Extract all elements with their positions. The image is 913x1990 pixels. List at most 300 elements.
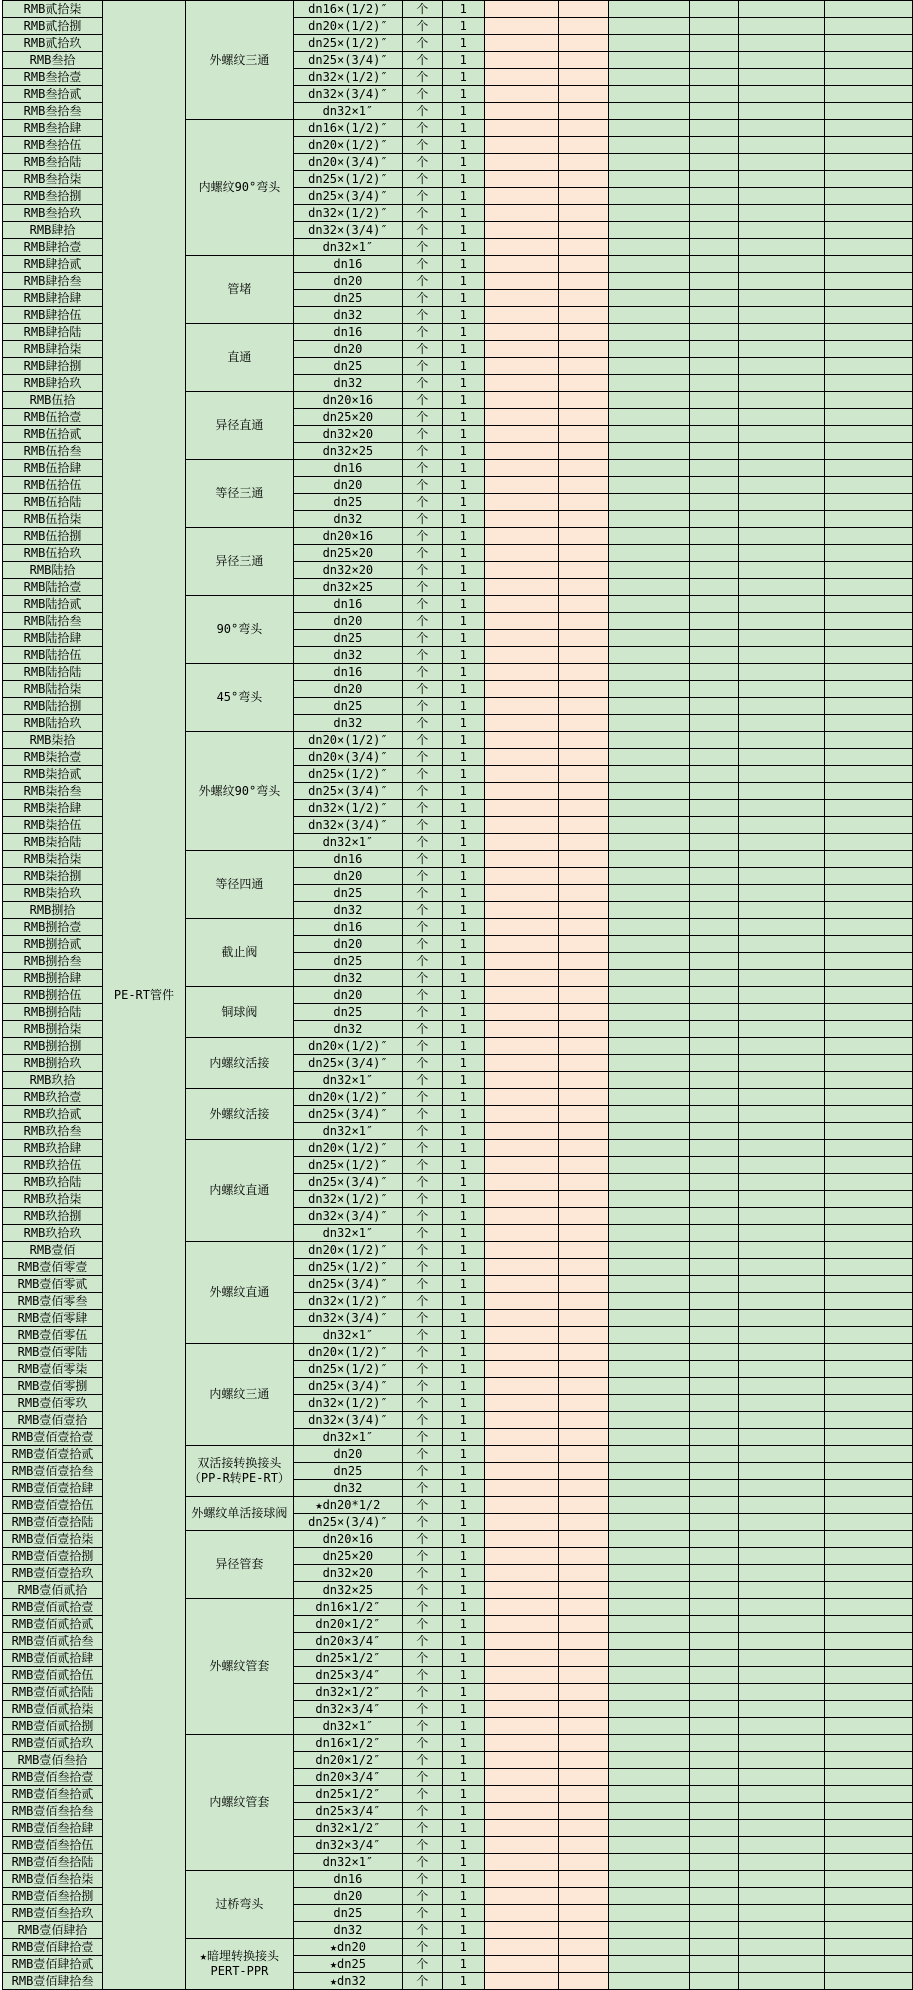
empty-green-cell[interactable] (739, 307, 825, 324)
empty-green-cell[interactable] (739, 52, 825, 69)
size-cell[interactable]: dn25×20 (293, 545, 402, 562)
empty-green-cell[interactable] (739, 1191, 825, 1208)
empty-green-cell[interactable] (609, 1157, 690, 1174)
empty-peach-cell[interactable] (558, 1, 609, 18)
empty-green-cell[interactable] (739, 1616, 825, 1633)
empty-green-cell[interactable] (739, 664, 825, 681)
empty-peach-cell[interactable] (484, 902, 558, 919)
size-cell[interactable]: dn32 (293, 511, 402, 528)
empty-green-cell[interactable] (825, 783, 913, 800)
empty-peach-cell[interactable] (484, 1208, 558, 1225)
empty-peach-cell[interactable] (558, 1803, 609, 1820)
empty-green-cell[interactable] (825, 1021, 913, 1038)
empty-peach-cell[interactable] (484, 1055, 558, 1072)
empty-peach-cell[interactable] (484, 1939, 558, 1956)
empty-green-cell[interactable] (825, 1633, 913, 1650)
empty-green-cell[interactable] (825, 86, 913, 103)
size-cell[interactable]: dn32×20 (293, 562, 402, 579)
empty-green-cell[interactable] (825, 35, 913, 52)
empty-green-cell[interactable] (739, 1174, 825, 1191)
unit-cell[interactable]: 个 (402, 698, 442, 715)
empty-peach-cell[interactable] (558, 273, 609, 290)
empty-green-cell[interactable] (690, 239, 739, 256)
qty-cell[interactable]: 1 (442, 545, 484, 562)
size-cell[interactable]: dn20×(3/4)″ (293, 749, 402, 766)
unit-cell[interactable]: 个 (402, 1361, 442, 1378)
empty-peach-cell[interactable] (484, 1735, 558, 1752)
rmb-label-cell[interactable]: RMB壹佰壹拾肆 (3, 1480, 103, 1497)
rmb-label-cell[interactable]: RMB叁拾伍 (3, 137, 103, 154)
empty-peach-cell[interactable] (484, 1514, 558, 1531)
unit-cell[interactable]: 个 (402, 1276, 442, 1293)
rmb-label-cell[interactable]: RMB玖拾壹 (3, 1089, 103, 1106)
empty-peach-cell[interactable] (558, 1854, 609, 1871)
empty-green-cell[interactable] (609, 171, 690, 188)
qty-cell[interactable]: 1 (442, 1531, 484, 1548)
empty-green-cell[interactable] (609, 1242, 690, 1259)
empty-green-cell[interactable] (739, 562, 825, 579)
size-cell[interactable]: dn16 (293, 919, 402, 936)
empty-green-cell[interactable] (609, 1446, 690, 1463)
empty-green-cell[interactable] (609, 1293, 690, 1310)
empty-green-cell[interactable] (739, 1735, 825, 1752)
empty-peach-cell[interactable] (558, 1531, 609, 1548)
qty-cell[interactable]: 1 (442, 375, 484, 392)
empty-green-cell[interactable] (609, 1, 690, 18)
category-cell[interactable]: 等径三通 (185, 460, 293, 528)
empty-green-cell[interactable] (739, 817, 825, 834)
qty-cell[interactable]: 1 (442, 1004, 484, 1021)
empty-peach-cell[interactable] (558, 375, 609, 392)
empty-green-cell[interactable] (739, 154, 825, 171)
category-cell[interactable]: 内螺纹直通 (185, 1140, 293, 1242)
category-cell[interactable]: 外螺纹三通 (185, 1, 293, 120)
empty-peach-cell[interactable] (484, 1701, 558, 1718)
unit-cell[interactable]: 个 (402, 1, 442, 18)
unit-cell[interactable]: 个 (402, 681, 442, 698)
empty-green-cell[interactable] (690, 545, 739, 562)
empty-peach-cell[interactable] (484, 749, 558, 766)
empty-peach-cell[interactable] (484, 1021, 558, 1038)
unit-cell[interactable]: 个 (402, 902, 442, 919)
size-cell[interactable]: ★dn32 (293, 1973, 402, 1990)
size-cell[interactable]: dn32×1/2″ (293, 1820, 402, 1837)
empty-peach-cell[interactable] (558, 817, 609, 834)
empty-green-cell[interactable] (690, 511, 739, 528)
empty-green-cell[interactable] (739, 1225, 825, 1242)
unit-cell[interactable]: 个 (402, 715, 442, 732)
empty-green-cell[interactable] (690, 120, 739, 137)
size-cell[interactable]: dn32×1/2″ (293, 1684, 402, 1701)
rmb-label-cell[interactable]: RMB壹佰叁拾肆 (3, 1820, 103, 1837)
empty-green-cell[interactable] (690, 1973, 739, 1990)
unit-cell[interactable]: 个 (402, 35, 442, 52)
empty-peach-cell[interactable] (558, 1344, 609, 1361)
empty-green-cell[interactable] (825, 1939, 913, 1956)
empty-green-cell[interactable] (739, 1871, 825, 1888)
qty-cell[interactable]: 1 (442, 1701, 484, 1718)
empty-green-cell[interactable] (825, 1106, 913, 1123)
size-cell[interactable]: dn16 (293, 1871, 402, 1888)
empty-green-cell[interactable] (690, 732, 739, 749)
empty-green-cell[interactable] (609, 1633, 690, 1650)
empty-peach-cell[interactable] (558, 1752, 609, 1769)
empty-green-cell[interactable] (739, 1072, 825, 1089)
empty-green-cell[interactable] (739, 239, 825, 256)
rmb-label-cell[interactable]: RMB玖拾贰 (3, 1106, 103, 1123)
unit-cell[interactable]: 个 (402, 1293, 442, 1310)
rmb-label-cell[interactable]: RMB陆拾玖 (3, 715, 103, 732)
empty-green-cell[interactable] (609, 1429, 690, 1446)
empty-green-cell[interactable] (739, 222, 825, 239)
empty-green-cell[interactable] (609, 1174, 690, 1191)
empty-green-cell[interactable] (609, 307, 690, 324)
empty-green-cell[interactable] (825, 1871, 913, 1888)
unit-cell[interactable]: 个 (402, 1667, 442, 1684)
empty-green-cell[interactable] (739, 749, 825, 766)
empty-green-cell[interactable] (825, 239, 913, 256)
rmb-label-cell[interactable]: RMB玖拾柒 (3, 1191, 103, 1208)
rmb-label-cell[interactable]: RMB柒拾叁 (3, 783, 103, 800)
size-cell[interactable]: dn32×(3/4)″ (293, 1208, 402, 1225)
rmb-label-cell[interactable]: RMB壹佰壹拾玖 (3, 1565, 103, 1582)
unit-cell[interactable]: 个 (402, 1735, 442, 1752)
empty-peach-cell[interactable] (484, 1684, 558, 1701)
rmb-label-cell[interactable]: RMB捌拾叁 (3, 953, 103, 970)
empty-green-cell[interactable] (739, 1021, 825, 1038)
empty-peach-cell[interactable] (484, 171, 558, 188)
empty-green-cell[interactable] (825, 953, 913, 970)
size-cell[interactable]: dn25×(1/2)″ (293, 1361, 402, 1378)
empty-green-cell[interactable] (609, 1599, 690, 1616)
empty-green-cell[interactable] (825, 1293, 913, 1310)
size-cell[interactable]: dn32 (293, 1922, 402, 1939)
empty-peach-cell[interactable] (558, 1293, 609, 1310)
empty-green-cell[interactable] (825, 307, 913, 324)
unit-cell[interactable]: 个 (402, 936, 442, 953)
empty-green-cell[interactable] (739, 1497, 825, 1514)
empty-green-cell[interactable] (825, 1361, 913, 1378)
empty-green-cell[interactable] (739, 1599, 825, 1616)
empty-peach-cell[interactable] (484, 409, 558, 426)
empty-peach-cell[interactable] (484, 970, 558, 987)
empty-green-cell[interactable] (690, 1633, 739, 1650)
empty-green-cell[interactable] (690, 1718, 739, 1735)
empty-green-cell[interactable] (825, 1157, 913, 1174)
size-cell[interactable]: dn20 (293, 936, 402, 953)
unit-cell[interactable]: 个 (402, 52, 442, 69)
qty-cell[interactable]: 1 (442, 596, 484, 613)
empty-peach-cell[interactable] (484, 273, 558, 290)
qty-cell[interactable]: 1 (442, 1293, 484, 1310)
empty-green-cell[interactable] (690, 1514, 739, 1531)
rmb-label-cell[interactable]: RMB伍拾陆 (3, 494, 103, 511)
empty-green-cell[interactable] (825, 1514, 913, 1531)
empty-peach-cell[interactable] (484, 1905, 558, 1922)
empty-green-cell[interactable] (739, 800, 825, 817)
empty-green-cell[interactable] (825, 1769, 913, 1786)
empty-green-cell[interactable] (609, 902, 690, 919)
empty-green-cell[interactable] (739, 1463, 825, 1480)
empty-green-cell[interactable] (609, 1786, 690, 1803)
size-cell[interactable]: dn16 (293, 460, 402, 477)
qty-cell[interactable]: 1 (442, 1769, 484, 1786)
rmb-label-cell[interactable]: RMB肆拾陆 (3, 324, 103, 341)
qty-cell[interactable]: 1 (442, 1633, 484, 1650)
empty-green-cell[interactable] (690, 749, 739, 766)
qty-cell[interactable]: 1 (442, 1820, 484, 1837)
empty-peach-cell[interactable] (484, 1786, 558, 1803)
empty-green-cell[interactable] (609, 596, 690, 613)
empty-green-cell[interactable] (609, 783, 690, 800)
qty-cell[interactable]: 1 (442, 1157, 484, 1174)
empty-green-cell[interactable] (825, 630, 913, 647)
unit-cell[interactable]: 个 (402, 222, 442, 239)
empty-green-cell[interactable] (609, 987, 690, 1004)
empty-green-cell[interactable] (825, 1429, 913, 1446)
rmb-label-cell[interactable]: RMB陆拾叁 (3, 613, 103, 630)
empty-peach-cell[interactable] (558, 324, 609, 341)
empty-peach-cell[interactable] (558, 222, 609, 239)
empty-green-cell[interactable] (690, 1055, 739, 1072)
empty-green-cell[interactable] (690, 375, 739, 392)
empty-peach-cell[interactable] (558, 1140, 609, 1157)
qty-cell[interactable]: 1 (442, 1565, 484, 1582)
empty-peach-cell[interactable] (558, 1242, 609, 1259)
qty-cell[interactable]: 1 (442, 256, 484, 273)
size-cell[interactable]: dn20×16 (293, 528, 402, 545)
empty-peach-cell[interactable] (484, 1089, 558, 1106)
rmb-label-cell[interactable]: RMB壹佰叁拾伍 (3, 1837, 103, 1854)
size-cell[interactable]: dn32×(3/4)″ (293, 1310, 402, 1327)
size-cell[interactable]: dn16 (293, 256, 402, 273)
empty-peach-cell[interactable] (558, 460, 609, 477)
group-label-cell[interactable]: PE-RT管件 (102, 1, 185, 1990)
empty-peach-cell[interactable] (484, 1395, 558, 1412)
empty-peach-cell[interactable] (558, 1191, 609, 1208)
empty-green-cell[interactable] (690, 1293, 739, 1310)
empty-green-cell[interactable] (690, 1803, 739, 1820)
empty-green-cell[interactable] (609, 69, 690, 86)
empty-peach-cell[interactable] (558, 1735, 609, 1752)
unit-cell[interactable]: 个 (402, 511, 442, 528)
size-cell[interactable]: dn32 (293, 970, 402, 987)
rmb-label-cell[interactable]: RMB叁拾壹 (3, 69, 103, 86)
empty-green-cell[interactable] (739, 1293, 825, 1310)
unit-cell[interactable]: 个 (402, 1412, 442, 1429)
empty-peach-cell[interactable] (558, 1548, 609, 1565)
empty-peach-cell[interactable] (484, 953, 558, 970)
size-cell[interactable]: dn25 (293, 953, 402, 970)
empty-peach-cell[interactable] (558, 579, 609, 596)
size-cell[interactable]: dn25×(3/4)″ (293, 188, 402, 205)
empty-green-cell[interactable] (609, 1922, 690, 1939)
empty-green-cell[interactable] (825, 613, 913, 630)
qty-cell[interactable]: 1 (442, 460, 484, 477)
qty-cell[interactable]: 1 (442, 783, 484, 800)
empty-green-cell[interactable] (739, 1548, 825, 1565)
empty-peach-cell[interactable] (484, 1106, 558, 1123)
empty-green-cell[interactable] (825, 460, 913, 477)
empty-peach-cell[interactable] (484, 1667, 558, 1684)
empty-peach-cell[interactable] (558, 1599, 609, 1616)
empty-green-cell[interactable] (739, 511, 825, 528)
empty-peach-cell[interactable] (558, 1446, 609, 1463)
size-cell[interactable]: dn20×16 (293, 392, 402, 409)
unit-cell[interactable]: 个 (402, 477, 442, 494)
category-cell[interactable]: 内螺纹90°弯头 (185, 120, 293, 256)
empty-green-cell[interactable] (609, 1735, 690, 1752)
rmb-label-cell[interactable]: RMB壹佰壹拾贰 (3, 1446, 103, 1463)
rmb-label-cell[interactable]: RMB叁拾叁 (3, 103, 103, 120)
rmb-label-cell[interactable]: RMB伍拾柒 (3, 511, 103, 528)
empty-green-cell[interactable] (690, 970, 739, 987)
empty-peach-cell[interactable] (484, 987, 558, 1004)
empty-peach-cell[interactable] (558, 1701, 609, 1718)
qty-cell[interactable]: 1 (442, 1837, 484, 1854)
unit-cell[interactable]: 个 (402, 1531, 442, 1548)
empty-peach-cell[interactable] (558, 477, 609, 494)
empty-green-cell[interactable] (609, 375, 690, 392)
empty-peach-cell[interactable] (558, 1905, 609, 1922)
empty-peach-cell[interactable] (558, 290, 609, 307)
empty-green-cell[interactable] (690, 1752, 739, 1769)
size-cell[interactable]: dn20×(3/4)″ (293, 154, 402, 171)
empty-green-cell[interactable] (690, 1, 739, 18)
rmb-label-cell[interactable]: RMB壹佰壹拾伍 (3, 1497, 103, 1514)
rmb-label-cell[interactable]: RMB捌拾玖 (3, 1055, 103, 1072)
empty-peach-cell[interactable] (558, 953, 609, 970)
empty-green-cell[interactable] (690, 290, 739, 307)
empty-peach-cell[interactable] (558, 1038, 609, 1055)
empty-green-cell[interactable] (825, 817, 913, 834)
size-cell[interactable]: dn25 (293, 358, 402, 375)
empty-peach-cell[interactable] (484, 1633, 558, 1650)
size-cell[interactable]: dn20 (293, 1446, 402, 1463)
empty-peach-cell[interactable] (484, 188, 558, 205)
category-cell[interactable]: 异径管套 (185, 1531, 293, 1599)
rmb-label-cell[interactable]: RMB壹佰贰拾叁 (3, 1633, 103, 1650)
empty-green-cell[interactable] (739, 1378, 825, 1395)
qty-cell[interactable]: 1 (442, 528, 484, 545)
empty-peach-cell[interactable] (558, 1633, 609, 1650)
qty-cell[interactable]: 1 (442, 1174, 484, 1191)
empty-peach-cell[interactable] (558, 188, 609, 205)
rmb-label-cell[interactable]: RMB捌拾陆 (3, 1004, 103, 1021)
unit-cell[interactable]: 个 (402, 1565, 442, 1582)
rmb-label-cell[interactable]: RMB叁拾 (3, 52, 103, 69)
empty-green-cell[interactable] (739, 1565, 825, 1582)
empty-green-cell[interactable] (690, 1786, 739, 1803)
empty-peach-cell[interactable] (484, 1973, 558, 1990)
empty-peach-cell[interactable] (558, 1514, 609, 1531)
empty-peach-cell[interactable] (558, 715, 609, 732)
unit-cell[interactable]: 个 (402, 1310, 442, 1327)
empty-green-cell[interactable] (825, 1922, 913, 1939)
qty-cell[interactable]: 1 (442, 1922, 484, 1939)
empty-peach-cell[interactable] (558, 1395, 609, 1412)
empty-green-cell[interactable] (739, 885, 825, 902)
empty-green-cell[interactable] (690, 1361, 739, 1378)
empty-green-cell[interactable] (609, 205, 690, 222)
size-cell[interactable]: dn32×20 (293, 1565, 402, 1582)
empty-peach-cell[interactable] (484, 324, 558, 341)
empty-green-cell[interactable] (690, 1888, 739, 1905)
unit-cell[interactable]: 个 (402, 1446, 442, 1463)
empty-green-cell[interactable] (690, 1956, 739, 1973)
qty-cell[interactable]: 1 (442, 817, 484, 834)
category-cell[interactable]: 截止阀 (185, 919, 293, 987)
rmb-label-cell[interactable]: RMB壹佰贰拾壹 (3, 1599, 103, 1616)
empty-peach-cell[interactable] (484, 1718, 558, 1735)
size-cell[interactable]: dn25×(1/2)″ (293, 1259, 402, 1276)
empty-green-cell[interactable] (825, 1650, 913, 1667)
empty-green-cell[interactable] (609, 477, 690, 494)
empty-green-cell[interactable] (739, 341, 825, 358)
qty-cell[interactable]: 1 (442, 1735, 484, 1752)
qty-cell[interactable]: 1 (442, 1310, 484, 1327)
rmb-label-cell[interactable]: RMB伍拾壹 (3, 409, 103, 426)
empty-peach-cell[interactable] (484, 1140, 558, 1157)
unit-cell[interactable]: 个 (402, 562, 442, 579)
empty-peach-cell[interactable] (558, 1208, 609, 1225)
rmb-label-cell[interactable]: RMB叁拾玖 (3, 205, 103, 222)
size-cell[interactable]: dn20×1/2″ (293, 1752, 402, 1769)
empty-peach-cell[interactable] (484, 1548, 558, 1565)
empty-green-cell[interactable] (690, 1480, 739, 1497)
empty-peach-cell[interactable] (484, 1191, 558, 1208)
size-cell[interactable]: dn16 (293, 851, 402, 868)
qty-cell[interactable]: 1 (442, 1497, 484, 1514)
size-cell[interactable]: dn16 (293, 324, 402, 341)
unit-cell[interactable]: 个 (402, 1616, 442, 1633)
empty-peach-cell[interactable] (484, 35, 558, 52)
empty-green-cell[interactable] (739, 137, 825, 154)
unit-cell[interactable]: 个 (402, 324, 442, 341)
empty-green-cell[interactable] (609, 545, 690, 562)
empty-peach-cell[interactable] (558, 1956, 609, 1973)
empty-green-cell[interactable] (609, 885, 690, 902)
empty-green-cell[interactable] (690, 1854, 739, 1871)
unit-cell[interactable]: 个 (402, 69, 442, 86)
empty-green-cell[interactable] (825, 1973, 913, 1990)
size-cell[interactable]: dn32×(3/4)″ (293, 222, 402, 239)
empty-green-cell[interactable] (609, 1106, 690, 1123)
size-cell[interactable]: dn20×3/4″ (293, 1769, 402, 1786)
empty-green-cell[interactable] (690, 1310, 739, 1327)
size-cell[interactable]: dn20×(1/2)″ (293, 1344, 402, 1361)
unit-cell[interactable]: 个 (402, 1939, 442, 1956)
empty-green-cell[interactable] (739, 1854, 825, 1871)
size-cell[interactable]: dn32×(3/4)″ (293, 86, 402, 103)
qty-cell[interactable]: 1 (442, 562, 484, 579)
empty-peach-cell[interactable] (484, 120, 558, 137)
size-cell[interactable]: ★dn20 (293, 1939, 402, 1956)
unit-cell[interactable]: 个 (402, 1089, 442, 1106)
rmb-label-cell[interactable]: RMB柒拾贰 (3, 766, 103, 783)
empty-green-cell[interactable] (825, 426, 913, 443)
empty-green-cell[interactable] (739, 1480, 825, 1497)
empty-green-cell[interactable] (609, 579, 690, 596)
qty-cell[interactable]: 1 (442, 1905, 484, 1922)
empty-green-cell[interactable] (609, 732, 690, 749)
unit-cell[interactable]: 个 (402, 1786, 442, 1803)
rmb-label-cell[interactable]: RMB陆拾柒 (3, 681, 103, 698)
empty-green-cell[interactable] (739, 1344, 825, 1361)
empty-green-cell[interactable] (825, 273, 913, 290)
unit-cell[interactable]: 个 (402, 1548, 442, 1565)
empty-green-cell[interactable] (609, 715, 690, 732)
